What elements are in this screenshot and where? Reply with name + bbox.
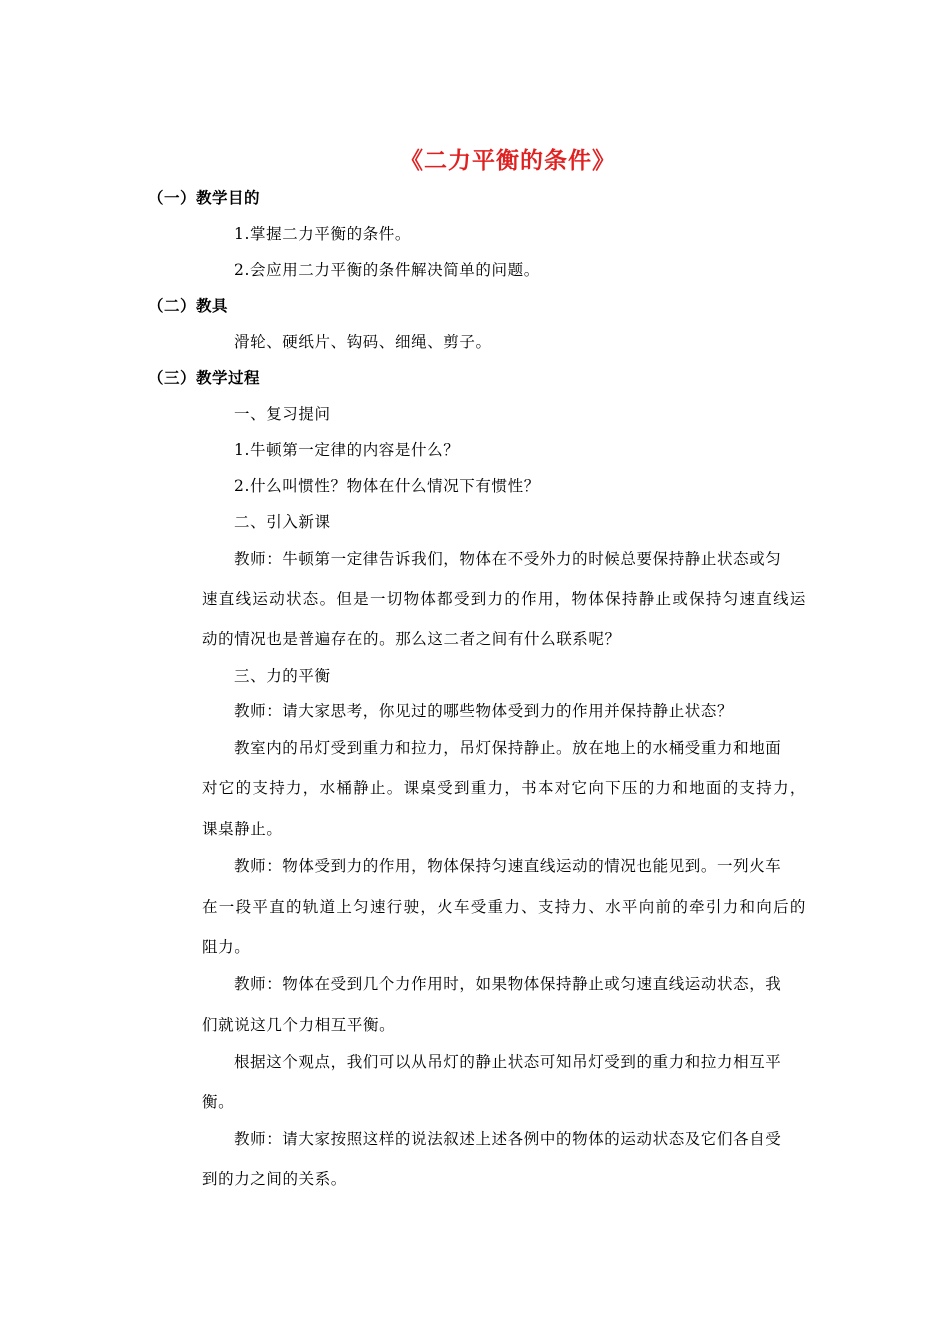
- review-question: 2.什么叫惯性？物体在什么情况下有惯性？: [234, 477, 540, 495]
- paragraph-line: 速直线运动状态。但是一切物体都受到力的作用，物体保持静止或保持匀速直线运: [202, 590, 806, 608]
- paragraph-line: 教师：请大家按照这样的说法叙述上述各例中的物体的运动状态及它们各自受: [234, 1130, 782, 1148]
- section-heading-goals: （一）教学目的: [148, 189, 261, 207]
- paragraph-line: 到的力之间的关系。: [202, 1170, 347, 1188]
- paragraph-line: 根据这个观点，我们可以从吊灯的静止状态可知吊灯受到的重力和拉力相互平: [234, 1053, 782, 1071]
- goal-item: 1.掌握二力平衡的条件。: [234, 225, 411, 243]
- paragraph-line: 教师：请大家思考，你见过的哪些物体受到力的作用并保持静止状态？: [234, 702, 734, 720]
- paragraph-line: 们就说这几个力相互平衡。: [202, 1016, 396, 1034]
- subheading-force-balance: 三、力的平衡: [234, 667, 331, 685]
- subheading-review: 一、复习提问: [234, 405, 331, 423]
- paragraph-line: 动的情况也是普遍存在的。那么这二者之间有什么联系呢？: [202, 630, 621, 648]
- paragraph-line: 教师：物体受到力的作用，物体保持匀速直线运动的情况也能见到。一列火车: [234, 857, 782, 875]
- section-heading-process: （三）教学过程: [148, 369, 261, 387]
- tools-text: 滑轮、硬纸片、钩码、细绳、剪子。: [234, 333, 492, 351]
- paragraph-line: 教室内的吊灯受到重力和拉力，吊灯保持静止。放在地上的水桶受重力和地面: [234, 739, 782, 757]
- paragraph-line: 在一段平直的轨道上匀速行驶，火车受重力、支持力、水平向前的牵引力和向后的: [202, 898, 806, 916]
- subheading-new-lesson: 二、引入新课: [234, 513, 331, 531]
- paragraph-line: 教师：物体在受到几个力作用时，如果物体保持静止或匀速直线运动状态，我: [234, 975, 782, 993]
- document-title: 《二力平衡的条件》: [400, 148, 616, 174]
- review-question: 1.牛顿第一定律的内容是什么？: [234, 441, 460, 459]
- paragraph-line: 衡。: [202, 1093, 235, 1111]
- goal-item: 2.会应用二力平衡的条件解决简单的问题。: [234, 261, 540, 279]
- paragraph-line: 对它的支持力，水桶静止。课桌受到重力，书本对它向下压的力和地面的支持力，: [202, 779, 806, 797]
- paragraph-line: 课桌静止。: [202, 820, 283, 838]
- paragraph-line: 阻力。: [202, 938, 251, 956]
- paragraph-line: 教师：牛顿第一定律告诉我们，物体在不受外力的时候总要保持静止状态或匀: [234, 550, 782, 568]
- section-heading-tools: （二）教具: [148, 297, 229, 315]
